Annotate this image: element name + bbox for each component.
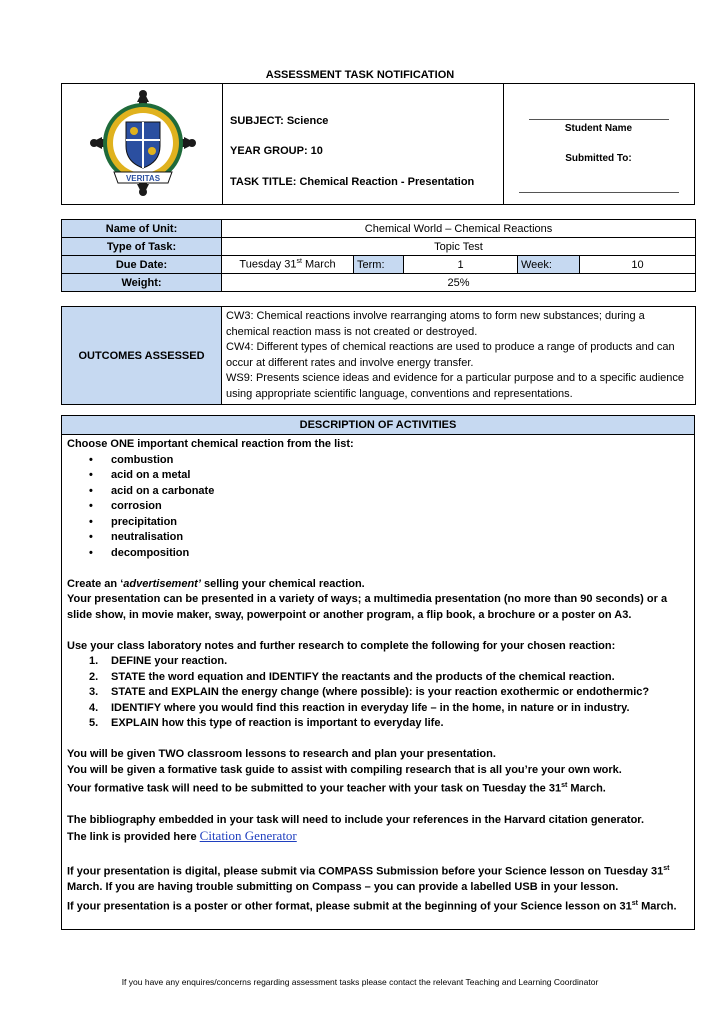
outcome-item: CW4: Different types of chemical reactions are used to produce a range of products and can occur at different rates and involve energy transfer. — [226, 341, 675, 369]
weight-label: Weight: — [62, 274, 222, 292]
formative-text — [67, 778, 689, 797]
list-item — [89, 670, 689, 686]
outcome-item: CW3: Chemical reactions involve rearranging atoms to form new substances; during a chemical reaction mass is not created or destroyed. — [226, 310, 645, 338]
due-sup: st — [296, 258, 302, 266]
submitted-to-label: Submitted To: — [565, 153, 632, 164]
link-line — [67, 828, 689, 846]
page-title: ASSESSMENT TASK NOTIFICATION — [265, 69, 455, 81]
task-info-table — [61, 219, 696, 292]
formative-pre: Your formative task will need to be submitted to your teacher with your task on Tuesday the 31 — [67, 782, 562, 795]
student-name-label: Student Name — [564, 123, 633, 134]
digital-sup: st — [663, 865, 670, 873]
table-row — [62, 307, 696, 405]
poster-post: March. — [638, 900, 677, 913]
digital-text — [67, 861, 689, 896]
create-em: advertisement’ — [123, 577, 201, 590]
weight-value: 25% — [222, 274, 696, 292]
create-pre: Create an ‘ — [67, 577, 124, 590]
lessons-text: You will be given TWO classroom lessons to research and plan your presentation. — [67, 748, 496, 760]
table-row — [62, 256, 696, 274]
student-cell — [503, 84, 694, 204]
list-item: • neutralisation — [111, 530, 689, 546]
formative-sup: st — [561, 782, 568, 789]
poster-sup: st — [631, 899, 639, 907]
due-value — [222, 256, 354, 274]
poster-pre: If your presentation is a poster or other format, please submit at the beginning of your Science lesson on 31 — [67, 900, 632, 913]
step-num: 1. — [89, 655, 99, 667]
submitted-to-line[interactable] — [519, 192, 679, 193]
list-item — [89, 716, 689, 732]
due-label: Due Date: — [62, 256, 222, 274]
step-text: STATE and EXPLAIN the energy change (where possible): is your reaction exothermic or endothermic? — [111, 686, 650, 698]
step-text: EXPLAIN how this type of reaction is important to everyday life. — [111, 717, 444, 729]
term-label: Term: — [354, 256, 404, 274]
outcomes-list — [222, 307, 696, 405]
term-value: 1 — [404, 256, 518, 274]
bibliography-text: The bibliography embedded in your task will need to include your references in the Harvard citation generator. — [67, 813, 645, 826]
notes-intro: Use your class laboratory notes and further research to complete the following for your chosen reaction: — [67, 639, 616, 652]
description-body — [62, 435, 694, 917]
digital-pre: If your presentation is digital, please submit via COMPASS Submission before your Science lesson on Tuesday 31 — [67, 865, 664, 878]
table-row — [62, 274, 696, 292]
steps-list — [67, 654, 689, 732]
list-item: • corrosion — [111, 499, 689, 515]
due-day: Tuesday 31 — [239, 258, 297, 271]
unit-label: Name of Unit: — [62, 220, 222, 238]
step-num: 2. — [89, 670, 99, 683]
type-value: Topic Test — [222, 238, 696, 256]
description-heading: DESCRIPTION OF ACTIVITIES — [62, 416, 694, 435]
step-text: STATE the word equation and IDENTIFY the reactants and the products of the chemical reaction. — [111, 670, 615, 683]
list-item: • acid on a carbonate — [111, 484, 689, 500]
description-box — [61, 415, 695, 930]
header-box — [61, 83, 695, 205]
link-pre: The link is provided here — [67, 831, 200, 844]
step-num: 5. — [89, 717, 99, 729]
poster-text — [67, 896, 689, 915]
citation-generator-link[interactable]: Citation Generator — [199, 828, 297, 844]
outcomes-table — [61, 306, 696, 405]
reaction-list — [67, 453, 689, 562]
presentation-text: Your presentation can be presented in a variety of ways; a multimedia presentation (no more than 90 seconds) or a slide show, in movie maker, sway, powerpoint or another program, a flip book, a brochure or a poster on A3. — [67, 593, 668, 621]
logo-cell — [62, 84, 223, 204]
list-item — [89, 685, 689, 701]
table-row — [62, 238, 696, 256]
year-group-text: YEAR GROUP: 10 — [230, 145, 323, 157]
subject-text: SUBJECT: Science — [230, 115, 329, 127]
task-title-text: TASK TITLE: Chemical Reaction - Presentation — [230, 176, 475, 188]
step-text: IDENTIFY where you would find this reaction in everyday life – in the home, in nature or in industry. — [111, 701, 630, 714]
step-num: 3. — [89, 686, 99, 698]
footer-text: If you have any enquires/concerns regarding assessment tasks please contact the relevant Teaching and Learning Coordinator — [121, 977, 599, 987]
list-item: • precipitation — [111, 515, 689, 531]
due-month: March — [301, 258, 336, 271]
step-num: 4. — [89, 701, 99, 714]
list-item: • decomposition — [111, 546, 689, 562]
subject-cell — [222, 84, 504, 204]
school-crest-logo — [88, 88, 198, 198]
table-row — [62, 220, 696, 238]
week-label: Week: — [518, 256, 580, 274]
unit-value: Chemical World – Chemical Reactions — [222, 220, 696, 238]
list-item — [89, 701, 689, 717]
outcome-item: WS9: Presents science ideas and evidence for a particular purpose and to a specific audience using appropriate scientific language, conventions and representations. — [226, 372, 684, 400]
list-item — [89, 654, 689, 670]
list-item: • acid on a metal — [111, 468, 689, 484]
outcomes-label: OUTCOMES ASSESSED — [62, 307, 222, 405]
student-name-line[interactable] — [529, 119, 669, 120]
intro-text: Choose ONE important chemical reaction from the list: — [67, 438, 354, 450]
create-text — [67, 577, 689, 593]
week-value: 10 — [580, 256, 696, 274]
step-text: DEFINE your reaction. — [111, 655, 228, 667]
guide-text: You will be given a formative task guide to assist with compiling research that is all you’re your own work. — [67, 763, 622, 776]
formative-post: March. — [567, 782, 606, 795]
type-label: Type of Task: — [62, 238, 222, 256]
list-item: • combustion — [111, 453, 689, 469]
digital-post: March. If you are having trouble submitting on Compass – you can provide a labelled USB in your lesson. — [67, 881, 619, 894]
motto-text: VERITAS — [125, 174, 161, 183]
create-post: selling your chemical reaction. — [200, 577, 365, 590]
